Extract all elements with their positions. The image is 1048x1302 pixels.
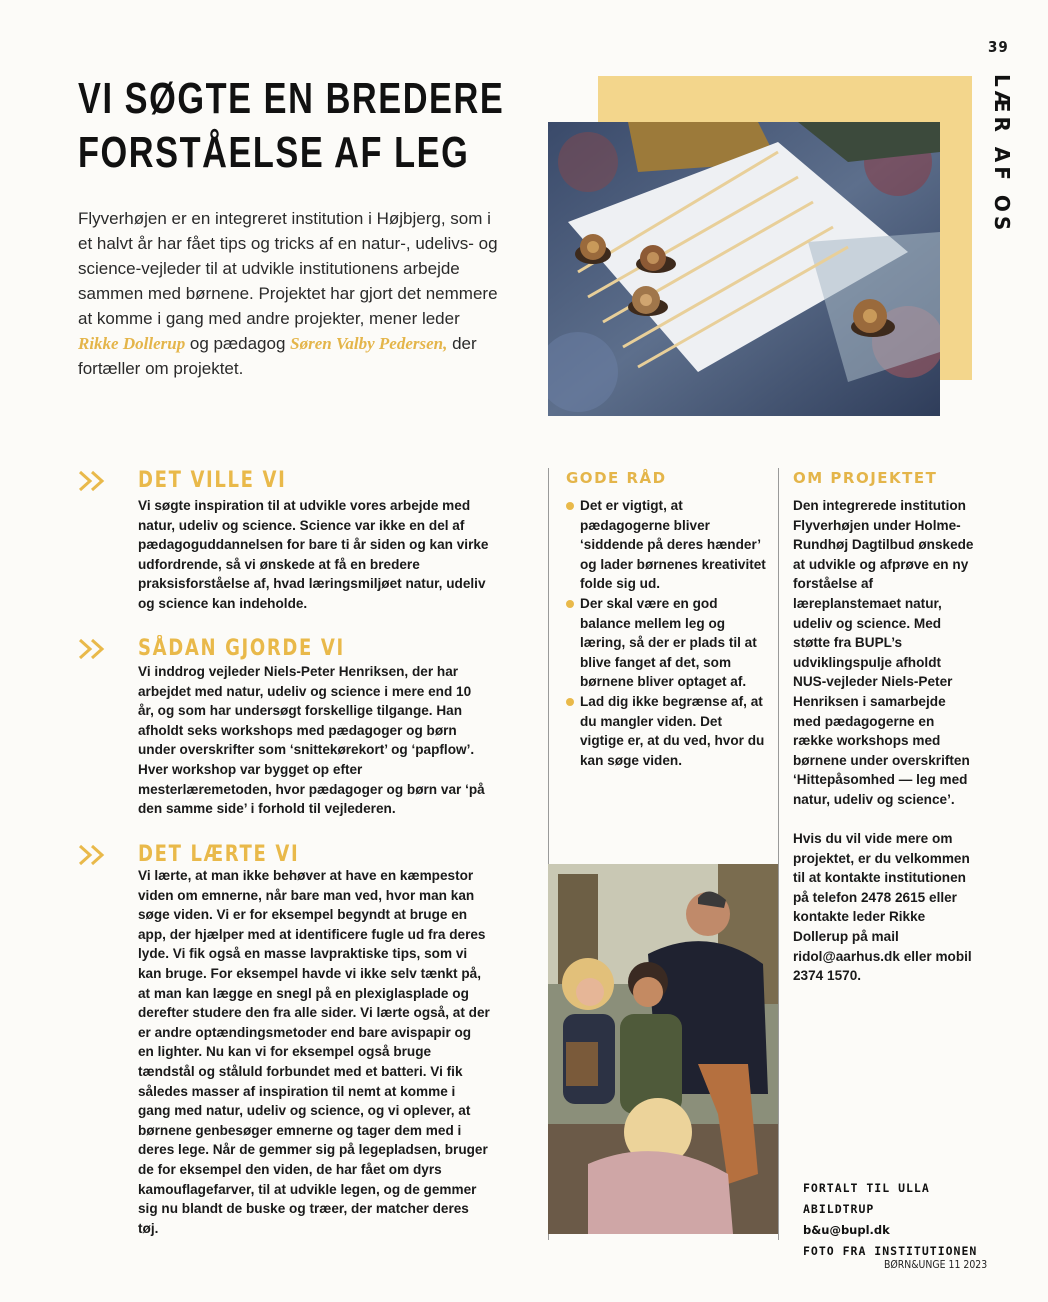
about-text <box>793 496 975 986</box>
credit-told-to: FORTALT TIL ULLA ABILDTRUP <box>803 1181 930 1216</box>
credit-photo: FOTO FRA INSTITUTIONEN <box>803 1244 978 1258</box>
double-chevron-right-icon <box>78 470 108 492</box>
credit-email: b&u@bupl.dk <box>803 1223 890 1237</box>
section-body-det-laerte-vi: Vi lærte, at man ikke behøver at have en kæmpestor viden om emnerne, når bare man ved, hvor man kan søge viden. Vi er for eksempel begyndt at bruge en app, der hjælper med at identificere fugle ud fra deres lyde. Vi fik også en masse lavpraktiske tips, som vi kan bruge. For eksempel havde vi ikke selv tænkt på, at man kan lægge en snegl på en plexiglasplade og derefter studere den fra alle sider. Vi lærte også, at der er andre optændingsmetoder end bare avispapir og en lighter. Nu kan vi for eksempel også bruge tændstål og ståluld forbundet med et batteri. Vi fik således masser af inspiration til nemt at komme i gang med natur, udeliv og science, og vi oplever, at børnene genbesøger emnerne og tager dem med i deres lege. Når de gemmer sig på legepladsen, bruger de for eksempel den viden, de har fået om dyrs kamouflagefarver, til at udvikle legen, og de gemmer sig nu blandt de buske og træer, der matcher deres tøj. <box>138 868 490 1236</box>
section-title-det-laerte-vi: DET LÆRTE VI <box>138 842 300 867</box>
tip-text: Lad dig ikke begrænse af, at du mangler viden. Det vigtige er, at du ved, hvor du kan søge viden. <box>580 693 765 768</box>
about-paragraph-1: Den integrerede institution Flyverhøjen under Holme-Rundhøj Dagtilbud ønskede at udvikle og afprøve en ny forståelse af læreplanstemaet natur, udeliv og science. Med støtte fra BUPL’s udviklingspulje afholdt NUS-vejleder Niels-Peter Henriksen i samarbejde med pædagogerne en række workshops med børnene under overskriften ‘Hittepåsomhed — leg med natur, udeliv og science’. <box>793 498 974 807</box>
about-paragraph-2: Hvis du vil vide mere om projektet, er du velkommen til at kontakte institutionen på telefon 2478 2615 eller kontakte leder Rikke Dollerup på mail ridol@aarhus.dk eller mobil 2374 1570. <box>793 831 972 984</box>
column-divider-right <box>778 468 779 1240</box>
bullet-icon <box>566 502 574 510</box>
tips-list <box>566 496 766 770</box>
headline-line-2: FORSTÅELSE AF LEG <box>78 128 470 177</box>
credits <box>803 1178 1003 1262</box>
child-figure-1 <box>562 958 615 1104</box>
tip-text: Det er vigtigt, at pædagogerne bliver ‘siddende på deres hænder’ og lader børnenes kreativitet folde sig ud. <box>580 498 766 592</box>
bullet-icon <box>566 698 574 706</box>
about-title: OM PROJEKTET <box>793 469 938 487</box>
snail-photo <box>548 122 940 416</box>
section-tag: LÆR AF OS <box>990 74 1014 235</box>
headline-line-1: VI SØGTE EN BREDERE <box>78 74 505 123</box>
footer-issue: BØRN&UNGE 11 2023 <box>884 1258 988 1271</box>
bullet-icon <box>566 600 574 608</box>
section-title-saadan-gjorde-vi: SÅDAN GJORDE VI <box>138 636 345 661</box>
double-chevron-right-icon <box>78 844 108 866</box>
section-body-saadan-gjorde-vi: Vi inddrog vejleder Niels-Peter Henriksen, der har arbejdet med natur, udeliv og science i mere end 10 år, og som har undersøgt forskellige tilgange. Han afholdt seks workshops med pædagoger og børn under overskrifter som ‘snittekørekort’ og ‘papflow’. Hver workshop var bygget op efter mesterlæremetoden, hvor pædagoger og børn var ‘på den samme side’ i forhold til vejlederen. <box>138 664 485 817</box>
tip-item <box>566 496 766 594</box>
children-photo <box>548 864 778 1234</box>
headline <box>78 72 505 180</box>
intro-text-1: Flyverhøjen er en integreret institution i Højbjerg, som i et halvt år har fået tips og tricks af en natur-, udelivs- og science-vejleder til at udvikle institutionens arbejde sammen med børnene. Projektet har gjort det nemmere at komme i gang med andre projekter, mener leder <box>78 209 498 328</box>
intro-name-1: Rikke Dollerup <box>78 334 186 353</box>
children-photo-illustration <box>548 864 778 1234</box>
tip-text: Der skal være en god balance mellem leg og læring, så der er plads til at blive fanget af det, som børnene bliver optaget af. <box>580 595 757 690</box>
intro-text-2: og pædagog <box>185 334 291 353</box>
intro-text-3: der fortæller om projektet. <box>78 334 477 378</box>
section-title-det-ville-vi: DET VILLE VI <box>138 468 287 493</box>
section-body-det-ville-vi: Vi søgte inspiration til at udvikle vores arbejde med natur, udeliv og science. Science var ikke en del af pædagoguddannelsen for bare ti år siden og kan virke udfordrende, så vi ønskede at få en bredere praksisforståelse af, hvad læringsmiljøet natur, udeliv og science kan indeholde. <box>138 498 489 611</box>
page-number: 39 <box>988 38 1009 56</box>
tip-item <box>566 594 766 692</box>
tips-title: GODE RÅD <box>566 469 667 487</box>
snail-photo-illustration <box>548 122 940 416</box>
double-chevron-right-icon <box>78 638 108 660</box>
intro-paragraph <box>78 206 498 381</box>
intro-name-2: Søren Valby Pedersen, <box>290 334 448 353</box>
tip-item <box>566 692 766 770</box>
